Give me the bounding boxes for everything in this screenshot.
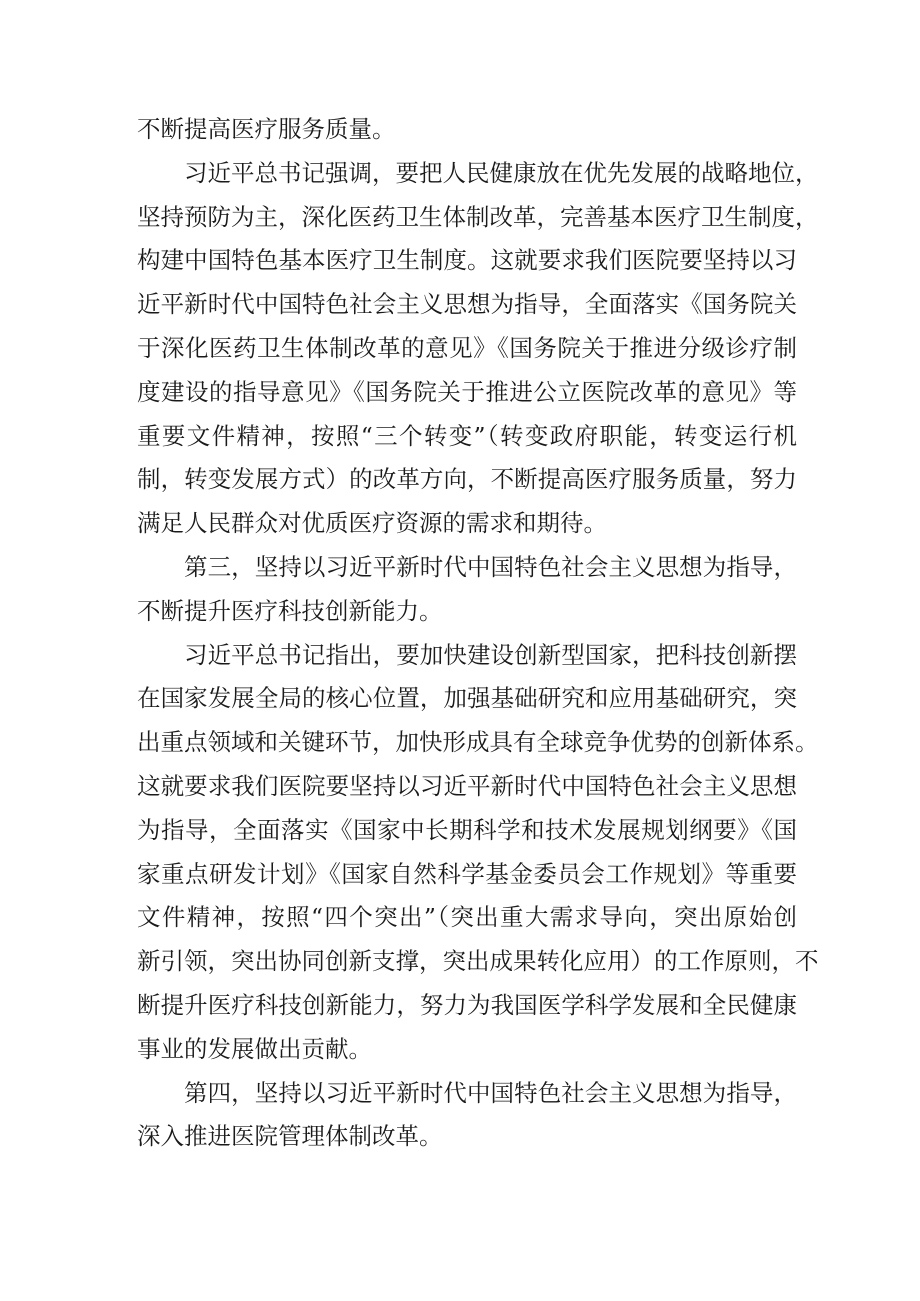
document-body [137, 108, 819, 1159]
text-line: 坚持预防为主，深化医药卫生体制改革，完善基本医疗卫生制度， [137, 202, 819, 231]
text-line: 近平新时代中国特色社会主义思想为指导，全面落实《国务院关 [137, 290, 797, 319]
text-line: 习近平总书记指出，要加快建设创新型国家，把科技创新摆 [184, 640, 797, 669]
paragraph-2 [137, 152, 819, 546]
text-line: 这就要求我们医院要坚持以习近平新时代中国特色社会主义思想 [137, 771, 797, 800]
text-line: 习近平总书记强调，要把人民健康放在优先发展的战略地位， [184, 158, 819, 187]
text-line: 事业的发展做出贡献。 [137, 1034, 372, 1063]
text-line: 重要文件精神，按照“三个转变”（转变政府职能，转变运行机 [137, 421, 797, 450]
text-line: 制，转变发展方式）的改革方向，不断提高医疗服务质量，努力 [137, 465, 797, 494]
text-line: 满足人民群众对优质医疗资源的需求和期待。 [137, 509, 607, 538]
text-line: 不断提高医疗服务质量。 [137, 115, 396, 143]
text-line: 为指导，全面落实《国家中长期科学和技术发展规划纲要》《国 [137, 815, 797, 844]
text-line: 构建中国特色基本医疗卫生制度。这就要求我们医院要坚持以习 [137, 246, 797, 275]
text-line: 第四，坚持以习近平新时代中国特色社会主义思想为指导， [184, 1078, 797, 1107]
paragraph-1 [137, 108, 797, 152]
paragraph-4 [137, 634, 819, 1072]
text-line: 于深化医药卫生体制改革的意见》《国务院关于推进分级诊疗制 [137, 333, 797, 362]
paragraph-5-heading [137, 1072, 797, 1160]
text-line: 度建设的指导意见》《国务院关于推进公立医院改革的意见》等 [137, 377, 797, 406]
text-line: 新引领，突出协同创新支撑，突出成果转化应用）的工作原则，不 [137, 947, 819, 976]
paragraph-3-heading [137, 546, 797, 634]
text-line: 在国家发展全局的核心位置，加强基础研究和应用基础研究，突 [137, 684, 797, 713]
text-line: 家重点研发计划》《国家自然科学基金委员会工作规划》等重要 [137, 859, 797, 888]
text-line: 断提升医疗科技创新能力，努力为我国医学科学发展和全民健康 [137, 990, 797, 1019]
text-line: 第三，坚持以习近平新时代中国特色社会主义思想为指导， [184, 552, 797, 581]
text-line: 出重点领域和关键环节，加快形成具有全球竞争优势的创新体系。 [137, 728, 819, 757]
text-line: 不断提升医疗科技创新能力。 [137, 596, 443, 625]
text-line: 文件精神，按照“四个突出”（突出重大需求导向，突出原始创 [137, 903, 797, 932]
text-line: 深入推进医院管理体制改革。 [137, 1122, 443, 1151]
